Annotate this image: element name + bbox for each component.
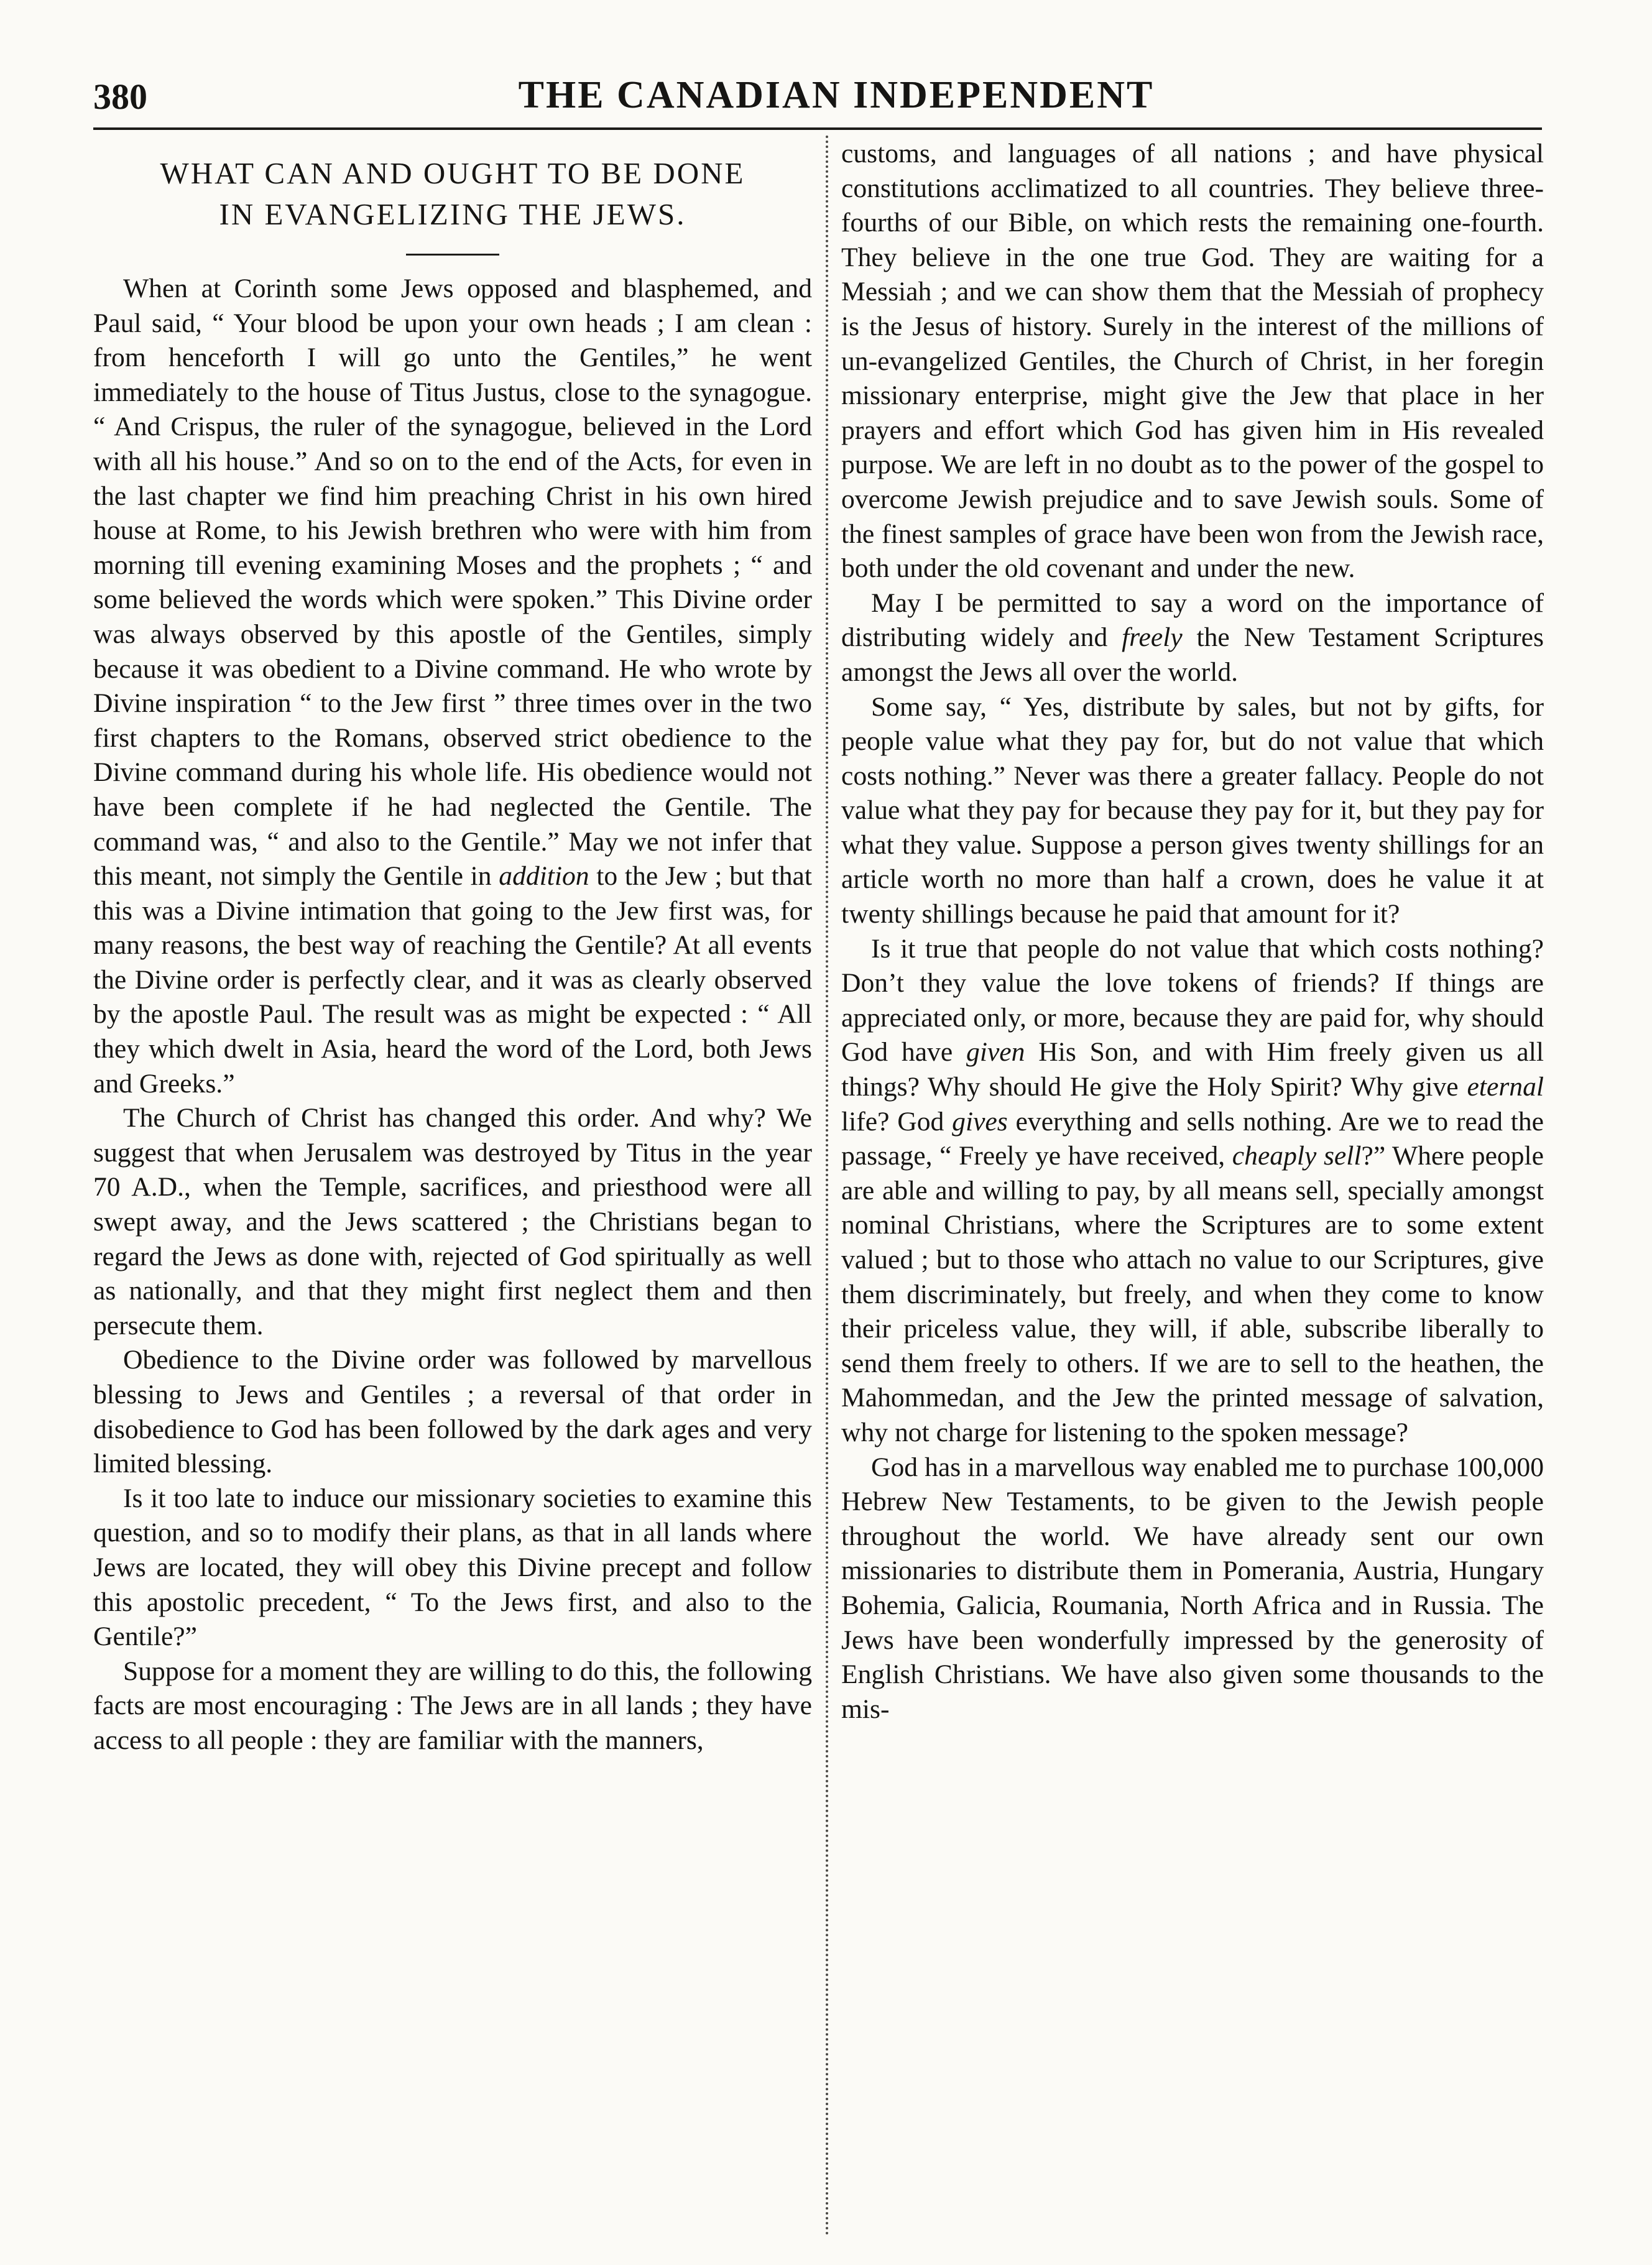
paragraph: Is it too late to induce our missionary societies to examine this question, and so to modify their plans, as that in all lands where Jews are located, they will obey this Divine precept and follow this apostolic precedent, “ To the Jews first, and also to the Gentile?” <box>93 1483 812 1652</box>
paragraph: customs, and languages of all nations ; and have physical constitutions acclimatized to all countries. They believe three-fourths of our Bible, on which rests the remaining one-fourth. They believe in the one true God. They are waiting for a Messiah ; and we can show them that the Messiah of prophecy is the Jesus of history. Surely in the interest of the millions of un-evangelized Gentiles, the Church of Christ, in her foregin missionary enterprise, might give the Jew that place in her prayers and effort which God has given him in His revealed purpose. We are left in no doubt as to the power of the gospel to overcome Jewish prejudice and to save Jewish souls. Some of the finest samples of grace have been won from the Jewish race, both under the old covenant and under the new. <box>841 139 1544 584</box>
paragraph-text: the New Testament Scriptures amongst the Jews all over the world. <box>841 622 1544 687</box>
paragraph <box>841 932 1544 1451</box>
emphasis-text: cheaply sell <box>1232 1141 1362 1171</box>
left-column <box>93 137 812 2244</box>
paragraph <box>841 586 1544 690</box>
paragraph <box>93 272 812 1101</box>
article-title <box>93 153 812 235</box>
emphasis-text: given <box>966 1037 1025 1068</box>
paragraph-text: ?” Where people are able and willing to pay, by all means sell, specially amongst nominal Christians, where the Scriptures are to some extent valued ; but to those who attach no value to our Scriptures, give them discriminately, but freely, and when they come to know their priceless value, they will, if able, subscribe liberally to send them freely to others. If we are to sell to the heathen, the Mahommedan, and the Jew the printed message of salvation, why not charge for listening to the spoken message? <box>841 1141 1544 1447</box>
paragraph-text: Is it true that people do not value that which costs nothing? Don’t they value the love tokens of friends? If things are appreciated only, or more, because they are paid for, why should God have <box>841 933 1544 1068</box>
paragraph-text: to the Jew ; but that this was a Divine intimation that going to the Jew first was, for many reasons, the best way of reaching the Gentile? At all events the Divine order is perfectly clear, and it was as clearly observed by the apostle Paul. The result was as might be expected : “ All they which dwelt in Asia, heard the word of the Lord, both Jews and Greeks.” <box>93 861 812 1099</box>
journal-title: THE CANADIAN INDEPENDENT <box>518 74 1155 116</box>
emphasis-text: freely <box>1122 622 1183 653</box>
paragraph-text: life? God <box>841 1106 953 1137</box>
paragraph-text: everything and sells nothing. Are we to read the passage, “ Freely ye have received, <box>841 1106 1544 1171</box>
title-separator <box>406 254 499 256</box>
page-header <box>93 68 1542 124</box>
paragraph: God has in a marvellous way enabled me to purchase 100,000 Hebrew New Testaments, to be given to the Jewish people throughout the world. We have already sent our own missionaries to distribute them in Pomerania, Austria, Hungary Bohemia, Galicia, Roumania, North Africa and in Russia. The Jews have been wonderfully impressed by the generosity of English Christians. We have also given some thousands to the mis- <box>841 1452 1544 1724</box>
column-divider <box>826 136 828 2237</box>
paragraph-text: His Son, and with Him freely given us all things? Why should He give the Holy Spirit? Why give <box>841 1037 1544 1102</box>
article-title-line1: WHAT CAN AND OUGHT TO BE DONE <box>160 156 745 190</box>
header-rule <box>93 127 1542 130</box>
paragraph-text: May I be permitted to say a word on the importance of distributing widely and <box>841 588 1544 653</box>
paragraph-text: When at Corinth some Jews opposed and blasphemed, and Paul said, “ Your blood be upon your own heads ; I am clean : from henceforth I will go unto the Gentiles,” he went immediately to the house of Titus Justus, close to the synagogue. “ And Crispus, the ruler of the synagogue, believed in the Lord with all his house.” And so on to the end of the Acts, for even in the last chapter we find him preaching Christ in his own hired house at Rome, to his Jewish brethren who were with him from morning till evening examining Moses and the prophets ; “ and some believed the words which were spoken.” This Divine order was always observed by this apostle of the Gentiles, simply because it was obedient to a Divine command. He who wrote by Divine inspiration “ to the Jew first ” three times over in the two first chapters to the Romans, observed strict obedience to the Divine command during his whole life. His obedience would not have been complete if he had neglected the Gentile. The command was, “ and also to the Gentile.” May we not infer that this meant, not simply the Gentile in <box>93 274 812 892</box>
emphasis-text: gives <box>952 1106 1008 1137</box>
paragraph: The Church of Christ has changed this order. And why? We suggest that when Jerusalem was destroyed by Titus in the year 70 A.D., when the Temple, sacrifices, and priesthood were all swept away, and the Jews scattered ; the Christians began to regard the Jews as done with, rejected of God spiritually as well as nationally, and that they might first neglect them and then persecute them. <box>93 1103 812 1340</box>
paragraph: Suppose for a moment they are willing to do this, the following facts are most encouraging : The Jews are in all lands ; they have access to all people : they are familiar with the manners, <box>93 1656 812 1755</box>
paragraph: Some say, “ Yes, distribute by sales, but not by gifts, for people value what they pay for, but do not value that which costs nothing.” Never was there a greater fallacy. People do not value what they pay for because they pay for it, but they pay for what they value. Suppose a person gives twenty shillings for an article worth no more than half a crown, does he value it at twenty shillings because he paid that amount for it? <box>841 691 1544 930</box>
right-column <box>841 137 1544 2244</box>
page-number: 380 <box>93 76 147 117</box>
paragraph: Obedience to the Divine order was followed by marvellous blessing to Jews and Gentiles ; a reversal of that order in disobedience to God has been followed by the dark ages and very limited blessing. <box>93 1345 812 1479</box>
article-title-line2: IN EVANGELIZING THE JEWS. <box>219 197 686 231</box>
emphasis-text: eternal <box>1467 1072 1544 1102</box>
emphasis-text: addition <box>499 861 589 892</box>
